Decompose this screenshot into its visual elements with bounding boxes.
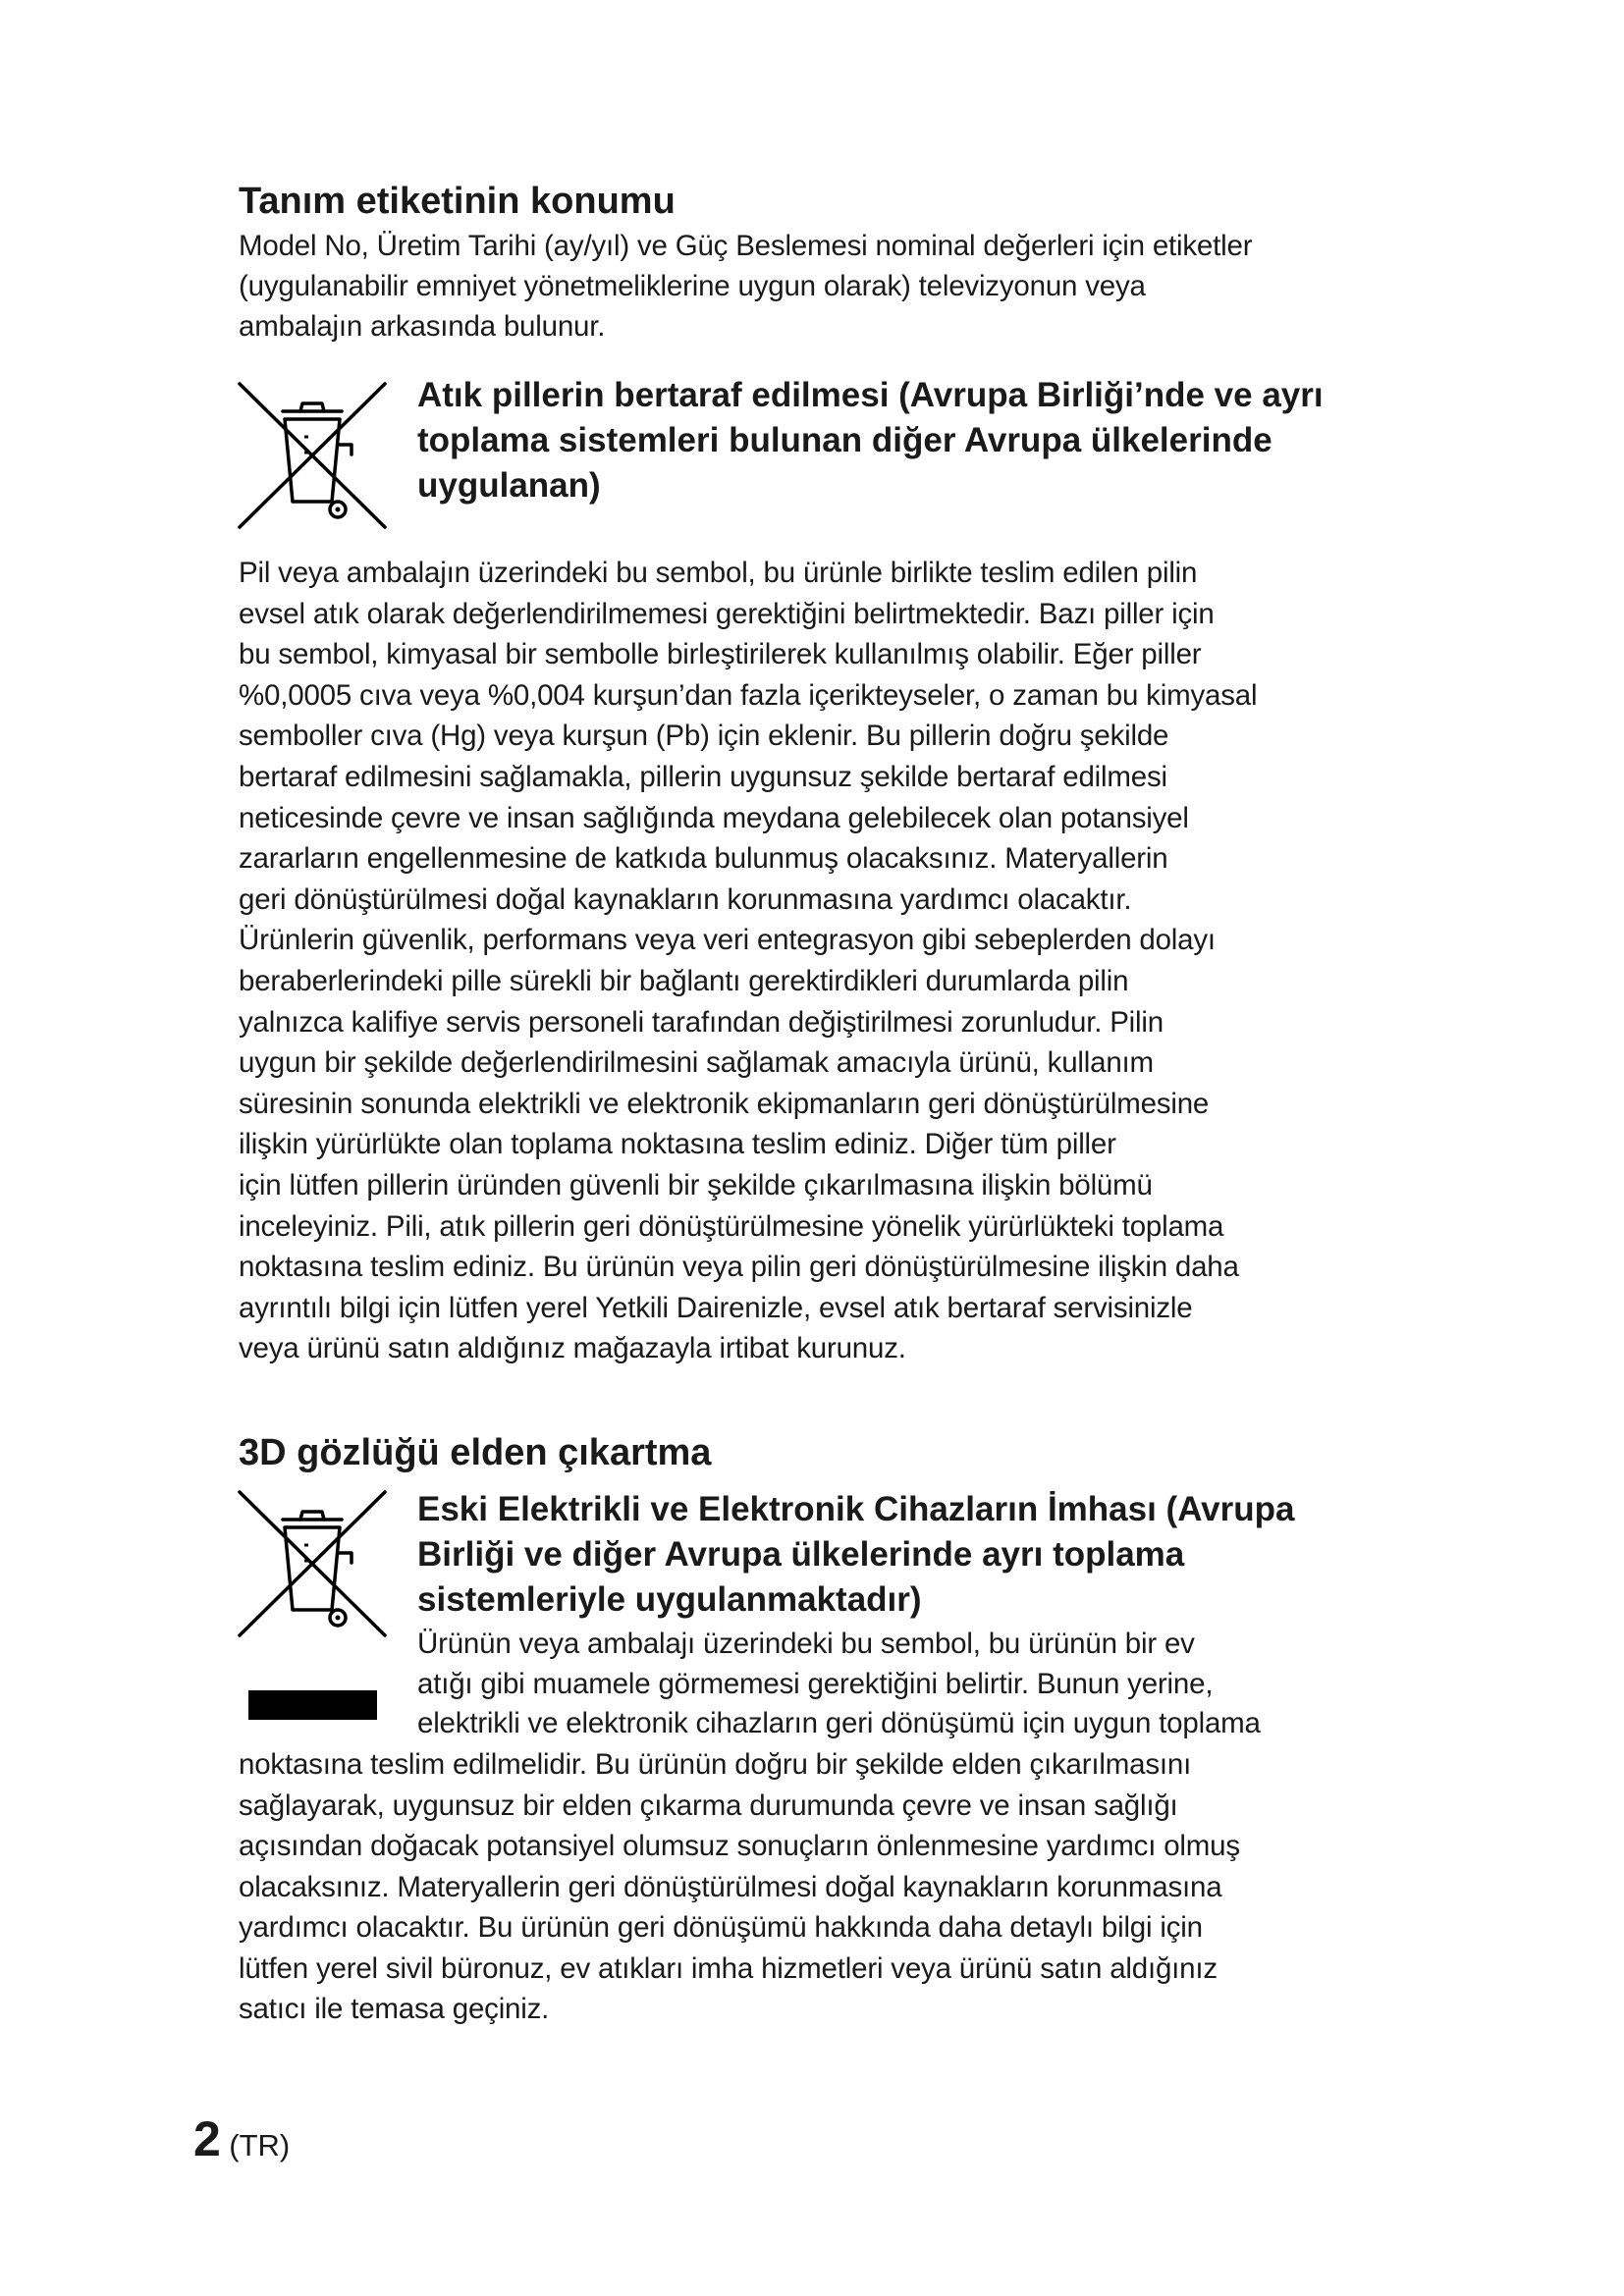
section-heading-label-location: Tanım etiketinin konumu	[239, 181, 676, 222]
heading-line: sistemleriyle uygulanmaktadır)	[417, 1580, 922, 1619]
heading-line: toplama sistemleri bulunan diğer Avrupa ülkelerinde	[417, 421, 1272, 459]
text-line: yalnızca kalifiye servis personeli tarafından değiştirilmesi zorunludur. Pilin	[239, 1005, 1164, 1039]
text-line: Pil veya ambalajın üzerindeki bu sembol, bu ürünle birlikte teslim edilen pilin	[239, 557, 1198, 589]
text-line: açısından doğacak potansiyel olumsuz sonuçların önlenmesine yardımcı olmuş	[239, 1830, 1240, 1862]
weee-bar-symbol	[248, 1690, 377, 1720]
heading-line: Eski Elektrikli ve Elektronik Cihazların İmhası (Avrupa	[417, 1490, 1295, 1528]
text-line: yardımcı olacaktır. Bu ürünün geri dönüşümü hakkında daha detaylı bilgi için	[239, 1911, 1203, 1944]
text-line: elektrikli ve elektronik cihazların geri dönüşümü için uygun toplama	[417, 1707, 1261, 1739]
text-line: noktasına teslim ediniz. Bu ürünün veya pilin geri dönüştürülmesine ilişkin daha	[239, 1251, 1239, 1284]
text-line: uygun bir şekilde değerlendirilmesini sağlamak amacıyla ürünü, kullanım	[239, 1046, 1154, 1080]
text-line: süresinin sonunda elektrikli ve elektronik ekipmanların geri dönüştürülmesine	[239, 1087, 1210, 1120]
heading-line: Birliği ve diğer Avrupa ülkelerinde ayrı toplama	[417, 1535, 1185, 1574]
heading-line: uygulanan)	[417, 466, 601, 505]
text-line: semboller cıva (Hg) veya kurşun (Pb) için eklenir. Bu pillerin doğru şekilde	[239, 720, 1169, 753]
label-location-paragraph	[239, 226, 1461, 347]
weee-indented-paragraph	[417, 1625, 1468, 1744]
text-line: %0,0005 cıva veya %0,004 kurşun’dan fazla içerikteyseler, o zaman bu kimyasal	[239, 678, 1258, 712]
crossed-out-wheeled-bin-icon	[236, 1484, 389, 1643]
weee-disposal-heading	[417, 1487, 1488, 1623]
text-line: beraberlerindeki pille sürekli bir bağlantı gerektirdikleri durumlarda pilin	[239, 964, 1129, 997]
text-line: ilişkin yürürlükte olan toplama noktasına teslim ediniz. Diğer tüm piller	[239, 1128, 1116, 1161]
text-line: geri dönüştürülmesi doğal kaynakların korunmasına yardımcı olacaktır.	[239, 882, 1132, 916]
text-line: ayrıntılı bilgi için lütfen yerel Yetkili Dairenizle, evsel atık bertaraf servisinizle	[239, 1291, 1193, 1324]
language-code: (TR)	[229, 2128, 291, 2163]
text-line: olacaksınız. Materyallerin geri dönüştürülmesi doğal kaynakların korunmasına	[239, 1870, 1222, 1903]
crossed-out-wheeled-bin-icon	[236, 376, 389, 535]
battery-disposal-heading	[417, 373, 1488, 508]
text-line: lütfen yerel sivil büronuz, ev atıkları imha hizmetleri veya ürünü satın aldığınız	[239, 1951, 1218, 1985]
text-line: bertaraf edilmesini sağlamakla, pillerin uygunsuz şekilde bertaraf edilmesi	[239, 760, 1167, 793]
text-line: noktasına teslim edilmelidir. Bu ürünün doğru bir şekilde elden çıkarılmasını	[239, 1748, 1192, 1781]
text-line: neticesinde çevre ve insan sağlığında meydana gelebilecek olan potansiyel	[239, 801, 1189, 834]
text-line: evsel atık olarak değerlendirilmemesi gerektiğini belirtmektedir. Bazı piller için	[239, 597, 1215, 630]
page-number: 2	[193, 2111, 221, 2166]
text-line: (uygulanabilir emniyet yönetmeliklerine uygun olarak) televizyonun veya	[239, 270, 1146, 302]
section-heading-3d-glasses: 3D gözlüğü elden çıkartma	[239, 1432, 712, 1473]
heading-line: Atık pillerin bertaraf edilmesi (Avrupa Birliği’nde ve ayrı	[417, 376, 1324, 414]
text-line: Model No, Üretim Tarihi (ay/yıl) ve Güç Beslemesi nominal değerleri için etiketler	[239, 230, 1253, 262]
text-line: bu sembol, kimyasal bir sembolle birleştirilerek kullanılmış olabilir. Eğer piller	[239, 638, 1202, 671]
text-line: zararların engellenmesine de katkıda bulunmuş olacaksınız. Materyallerin	[239, 842, 1168, 876]
text-line: Ürünün veya ambalajı üzerindeki bu sembol, bu ürünün bir ev	[417, 1628, 1195, 1660]
text-line: veya ürünü satın aldığınız mağazayla irtibat kurunuz.	[239, 1332, 906, 1365]
text-line: Ürünlerin güvenlik, performans veya veri entegrasyon gibi sebeplerden dolayı	[239, 924, 1216, 957]
text-line: inceleyiniz. Pili, atık pillerin geri dönüştürülmesine yönelik yürürlükteki toplama	[239, 1209, 1224, 1243]
text-line: için lütfen pillerin üründen güvenli bir şekilde çıkarılmasına ilişkin bölümü	[239, 1168, 1153, 1201]
weee-paragraph	[239, 1744, 1461, 2030]
text-line: sağlayarak, uygunsuz bir elden çıkarma durumunda çevre ve insan sağlığı	[239, 1789, 1178, 1822]
battery-disposal-paragraph	[239, 553, 1461, 1369]
text-line: satıcı ile temasa geçiniz.	[239, 1993, 550, 2025]
text-line: ambalajın arkasında bulunur.	[239, 310, 606, 343]
text-line: atığı gibi muamele görmemesi gerektiğini belirtir. Bunun yerine,	[417, 1667, 1214, 1700]
page-footer	[193, 2110, 290, 2167]
